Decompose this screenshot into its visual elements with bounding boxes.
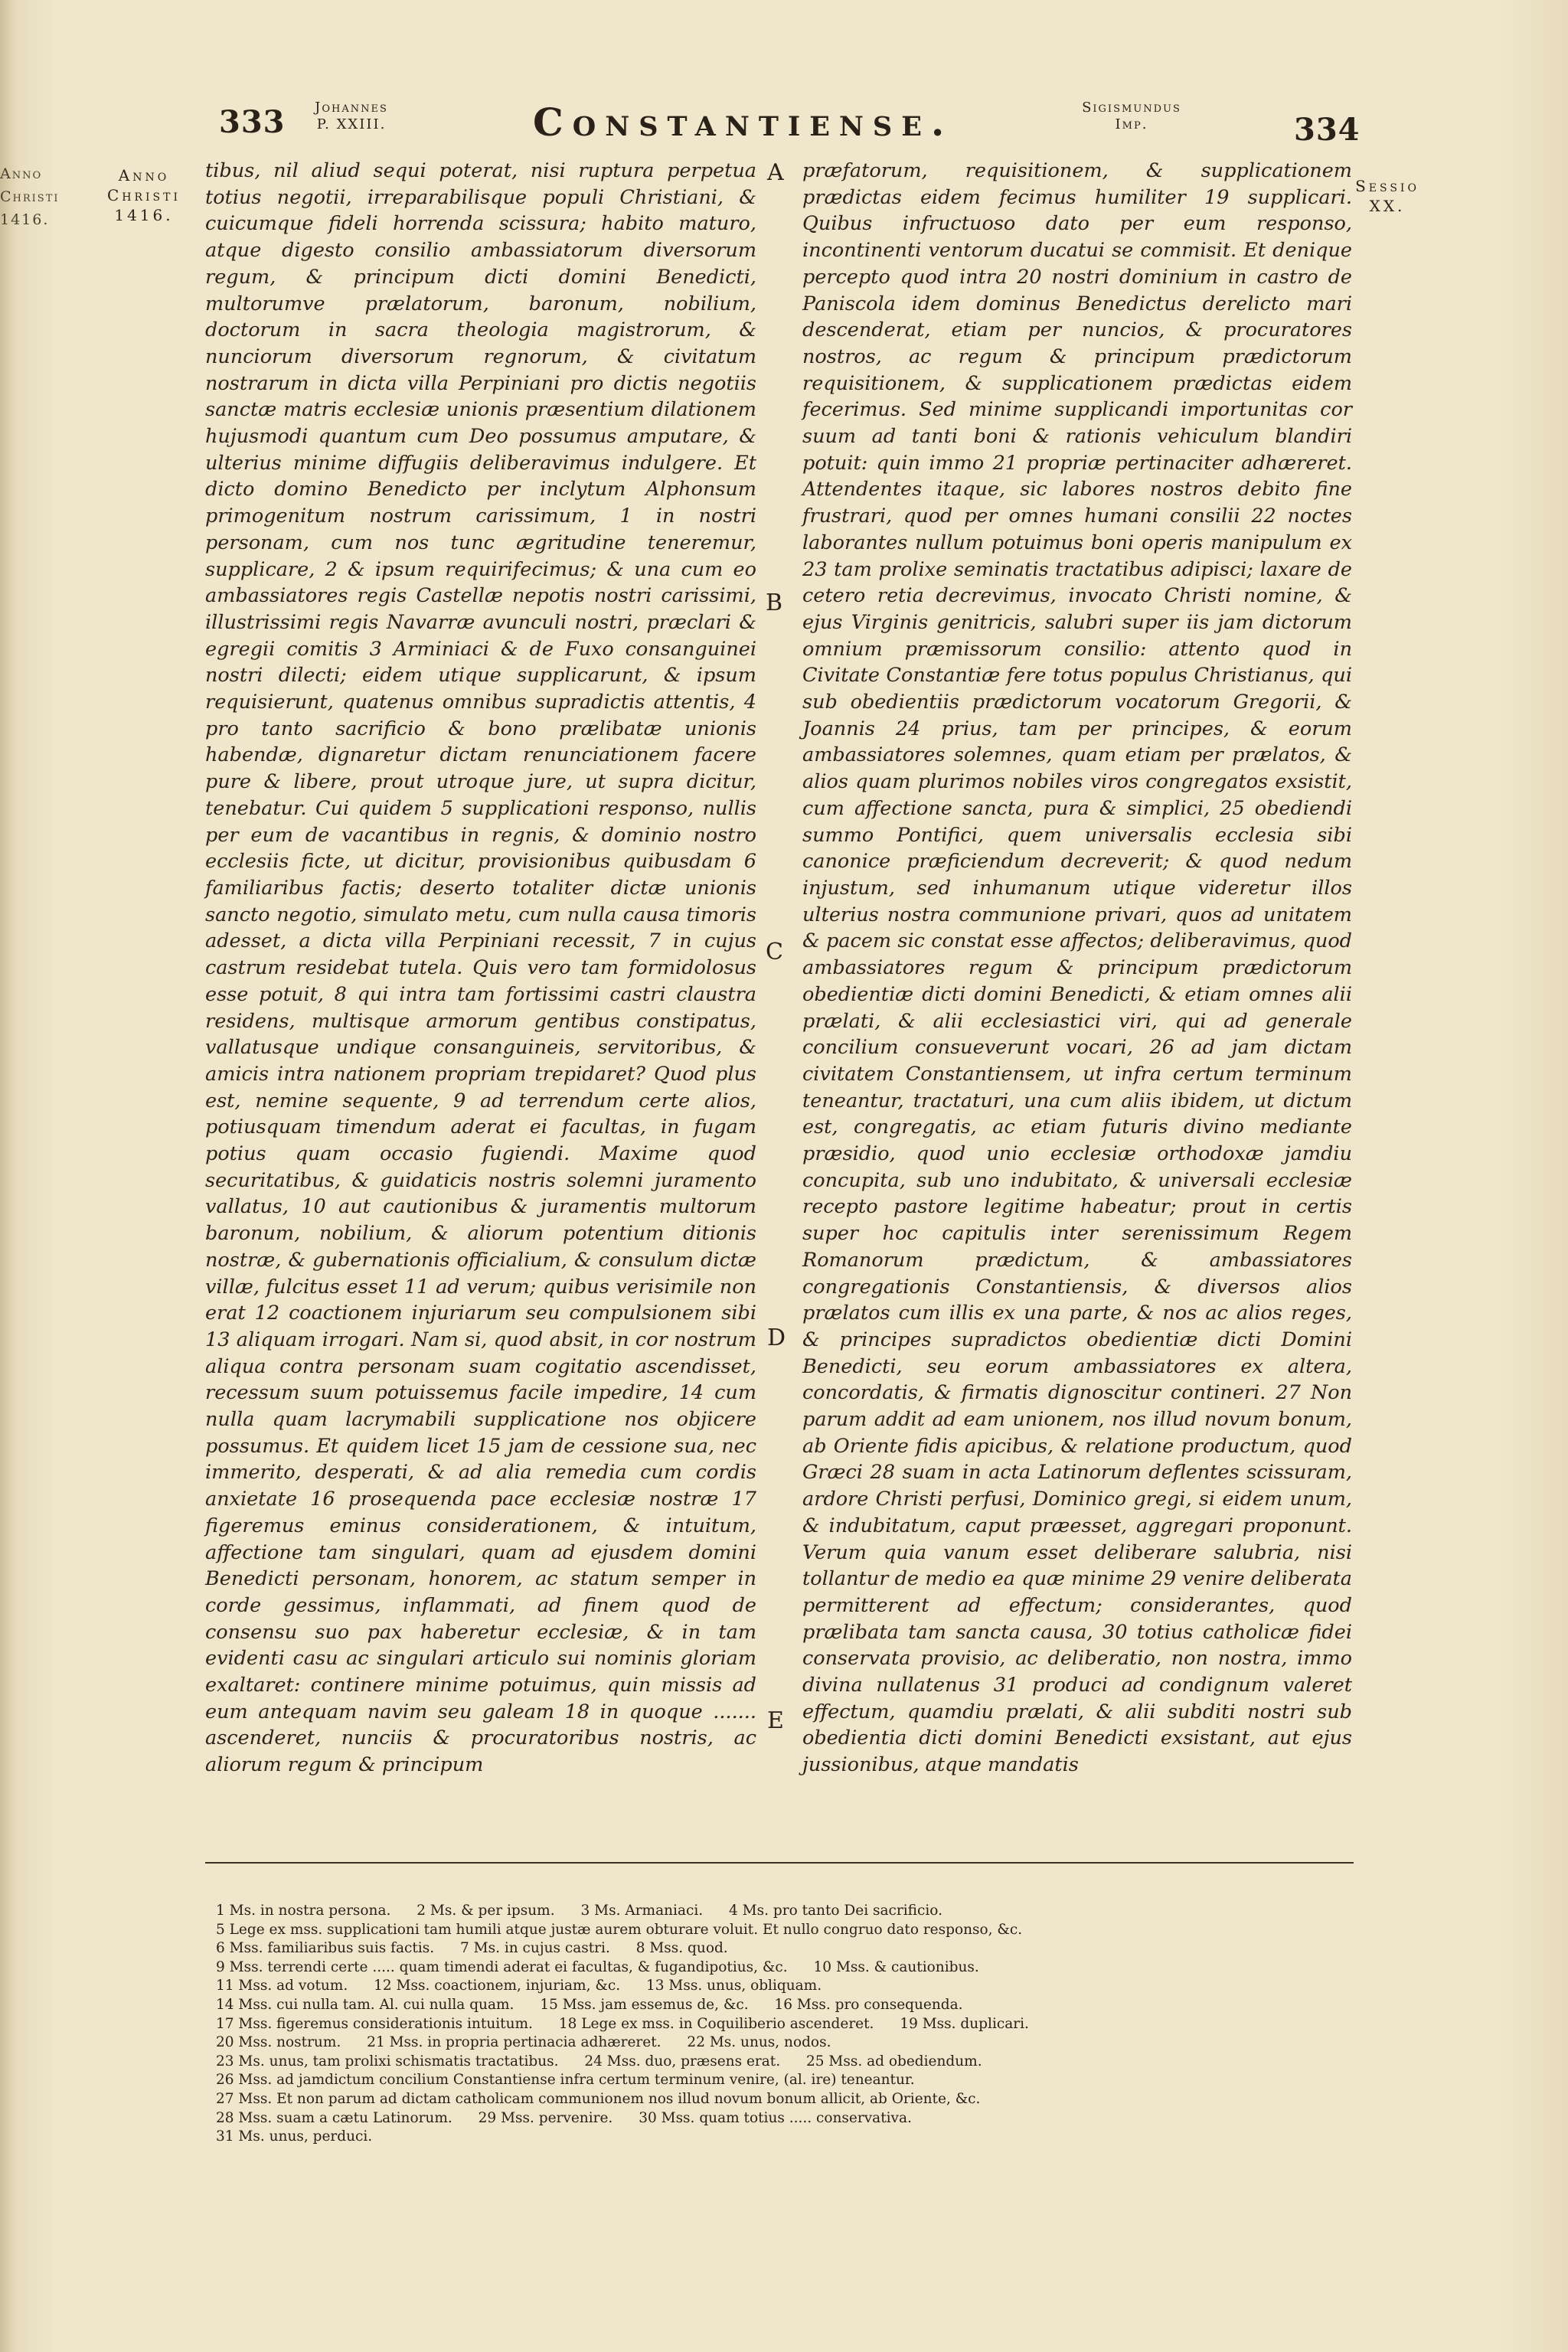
- text-column-right: [802, 158, 1352, 1779]
- previous-page-margin-fragment: [0, 162, 60, 231]
- margin-sessio: Sessio: [1355, 177, 1419, 195]
- footnote: 2 Ms. & per ipsum.: [416, 1903, 555, 1919]
- section-letter-a: A: [767, 159, 784, 186]
- margin-anno: Anno: [118, 166, 170, 185]
- text-column-left: [205, 158, 756, 1779]
- footnote-row: [216, 2015, 1349, 2034]
- margin-note-anno-christi: [98, 165, 190, 225]
- footnote: 4 Ms. pro tanto Dei sacrificio.: [729, 1903, 942, 1919]
- header-caption-left: [309, 100, 394, 133]
- footnotes: [216, 1902, 1349, 2147]
- footnote-row: [216, 2053, 1349, 2072]
- footnote: 24 Mss. duo, præsens erat.: [584, 2053, 781, 2069]
- footnote: 5 Lege ex mss. supplicationi tam humili atque justæ aurem obturare voluit. Et nullo congruo dato responso, &c.: [216, 1921, 1023, 1938]
- footnote: 12 Mss. coactionem, injuriam, &c.: [374, 1978, 621, 1994]
- footnote: 29 Mss. pervenire.: [478, 2109, 613, 2126]
- footnote: 3 Ms. Armaniaci.: [580, 1903, 704, 1919]
- footnote: 9 Mss. terrendi certe ..... quam timendi aderat ei facultas, & fugandipotius, &c.: [216, 1958, 788, 1975]
- footnote: 27 Mss. Et non parum ad dictam catholicam communionem nos illud novum bonum allicit, ab Oriente, &c.: [216, 2090, 981, 2107]
- footnote-row: [216, 1996, 1349, 2015]
- margin-year: 1416.: [114, 206, 174, 224]
- footnote-row: [216, 2071, 1349, 2090]
- footnote-row: [216, 1902, 1349, 1921]
- footnote-row: [216, 2128, 1349, 2147]
- caption-pope-name: Johannes: [315, 100, 388, 116]
- section-letter-e: E: [767, 1707, 784, 1734]
- fragment-text: Anno Christi 1416.: [0, 165, 60, 228]
- footnote: 30 Mss. quam totius ..... conservativa.: [639, 2109, 912, 2126]
- section-letter-b: B: [766, 590, 783, 616]
- footnote: 11 Mss. ad votum.: [216, 1978, 348, 1994]
- footnote: 1 Ms. in nostra persona.: [216, 1903, 391, 1919]
- footnote: 10 Mss. & cautionibus.: [813, 1958, 979, 1975]
- footnote: 23 Ms. unus, tam prolixi schismatis tractatibus.: [216, 2053, 559, 2069]
- footnote: 16 Mss. pro consequenda.: [774, 1996, 963, 2013]
- footnote: 28 Mss. suam a cætu Latinorum.: [216, 2109, 452, 2126]
- footnote: 14 Mss. cui nulla tam. Al. cui nulla quam.: [216, 1996, 514, 2013]
- section-letter-d: D: [767, 1325, 786, 1351]
- footnote: 21 Mss. in propria pertinacia adhæreret.: [367, 2034, 662, 2051]
- footnote: 13 Mss. unus, obliquam.: [645, 1978, 822, 1994]
- page-number-right: 334: [1294, 112, 1361, 148]
- footnote: 25 Mss. ad obediendum.: [806, 2053, 982, 2069]
- footnote: 18 Lege ex mss. in Coquiliberio ascenderet.: [558, 2015, 874, 2032]
- left-column-text: tibus, nil aliud sequi poterat, nisi ruptura perpetua totius negotii, irreparabilisque populi Christiani, & cuicumque fideli horrenda scissura; habito maturo, atque digesto consilio ambassiatorum diversorum regum, & principum dicti domini Benedicti, multorumve prælatorum, baronum, nobilium, doctorum in sacra theologia magistrorum, & nunciorum diversorum regnorum, & civitatum nostrarum in dicta villa Perpiniani pro dictis negotiis sanctæ matris ecclesiæ unionis præsentium dilationem hujusmodi quantum cum Deo possumus amputare, & ulterius minime diffugiis deliberavimus indulgere. Et dicto domino Benedicto per inclytum Alphonsum primogenitum nostrum carissimum, 1 in nostri personam, cum nos tunc ægritudine teneremur, supplicare, 2 & ipsum requirifecimus; & una cum eo ambassiatores regis Castellæ nepotis nostri carissimi, illustrissimi regis Navarræ avunculi nostri, præclari & egregii comitis 3 Arminiaci & de Fuxo consanguinei nostri dilecti; eidem utique supplicarunt, & ipsum requisierunt, quatenus omnibus supradictis attentis, 4 pro tanto sacrificio & bono prælibatæ unionis habendæ, dignaretur dictam renunciationem facere pure & libere, prout utroque jure, ut supra dicitur, tenebatur. Cui quidem 5 supplicationi responso, nullis per eum de vacantibus in regnis, & dominio nostro ecclesiis ficte, ut dicitur, provisionibus quibusdam 6 familiaribus factis; deserto totaliter dictæ unionis sancto negotio, simulato metu, cum nulla causa timoris adesset, a dicta villa Perpiniani recessit, 7 in cujus castrum residebat tutela. Quis vero tam formidolosus esse potuit, 8 qui intra tam fortissimi castri claustra residens, multisque armorum gentibus constipatus, vallatusque undique consanguineis, servitoribus, & amicis intra nationem propriam trepidaret? Quod plus est, nemine sequente, 9 ad terrendum certe alios, potiusquam timendum aderat ei facultas, in fugam potius quam occasio fugiendi. Maxime quod securitatibus, & guidaticis nostris solemni juramento vallatus, 10 aut cautionibus & juramentis multorum baronum, nobilium, & aliorum potentium ditionis nostræ, & gubernationis officialium, & consulum dictæ villæ, fulcitus esset 11 ad verum; quibus verisimile non erat 12 coactionem injuriarum seu compulsionem sibi 13 aliquam irrogari. Nam si, quod absit, in cor nostrum aliqua contra personam suam cogitatio ascendisset, recessum suum potuissemus facile impedire, 14 cum nulla quam lacrymabili supplicatione nos objicere possumus. Et quidem licet 15 jam de cessione sua, nec immerito, desperati, & ad alia remedia cum cordis anxietate 16 prosequenda pace ecclesiæ nostræ 17 figeremus eminus considerationem, & intuitum, affectione tam singulari, quam ad ejusdem domini Benedicti personam, honorem, ac statum semper in corde gessimus, inflammati, ad finem quod de consensu suo pax haberetur ecclesiæ, & in tam evidenti casu ac singulari articulo sui nominis gloriam exaltaret: continere minime potuimus, quin missis ad eum antequam navim seu galeam 18 in quoque ....... ascenderet, nunciis & procuratoribus nostris, ac aliorum regum & principum: [205, 159, 756, 1777]
- footnote: 22 Ms. unus, nodos.: [687, 2034, 831, 2051]
- footnote-row: [216, 1939, 1349, 1958]
- right-column-text: præfatorum, requisitionem, & supplicationem prædictas eidem fecimus humiliter 19 supplicari. Quibus infructuoso dato per eum responso, incontinenti ventorum ducatui se commisit. Et denique percepto quod intra 20 nostri dominium in castro de Paniscola idem dominus Benedictus derelicto mari descenderat, etiam per nuncios, & procuratores nostros, ac regum & principum prædictorum requisitionem, & supplicationem prædictas eidem fecerimus. Sed minime supplicandi importunitas cor suum ad tanti boni & rationis vehiculum blandiri potuit: quin immo 21 propriæ pertinaciter adhæreret. Attendentes itaque, sic labores nostros debito fine frustrari, quod per omnes humani consilii 22 noctes laborantes nullum potuimus boni operis manipulum ex 23 tam prolixe seminatis tractatibus adipisci; laxare de cetero retia decrevimus, invocato Christi nomine, & ejus Virginis genitricis, salubri super iis jam dictorum omnium præmissorum consilio: attento quod in Civitate Constantiæ fere totus populus Christianus, qui sub obedientiis prædictorum vocatorum Gregorii, & Joannis 24 prius, tam per principes, & eorum ambassiatores solemnes, quam etiam per prælatos, & alios quam plurimos nobiles viros congregatos exsistit, cum affectione sancta, pura & simplici, 25 obediendi summo Pontifici, quem universalis ecclesia sibi canonice præficiendum decreverit; & quod nedum injustum, sed inhumanum utique videretur illos ulterius nostra communione privari, quos ad unitatem & pacem sic constat esse affectos; deliberavimus, quod ambassiatores regum & principum prædictorum obedientiæ dicti domini Benedicti, & etiam omnes alii prælati, & alii ecclesiastici viri, qui ad generale concilium consueverunt vocari, 26 ad jam dictam civitatem Constantiensem, ut infra certum terminum teneantur, tractaturi, una cum aliis ibidem, ut dictum est, congregatis, ac etiam futuris divino mediante præsidio, quod unio ecclesiæ orthodoxæ jamdiu concupita, sub uno indubitato, & universali ecclesiæ recepto pastore legitime habeatur; prout in certis super hoc capitulis inter serenissimum Regem Romanorum prædictum, & ambassiatores congregationis Constantiensis, & diversos alios prælatos cum illis ex una parte, & nos ac alios reges, & principes supradictos obedientiæ dicti Domini Benedicti, seu eorum ambassiatores ex altera, concordatis, & firmatis dignoscitur contineri. 27 Non parum addit ad eam unionem, nos illud novum bonum, ab Oriente fidis apicibus, & relatione productum, quod Græci 28 suam in acta Latinorum deflentes scissuram, ardore Christi perfusi, Dominico gregi, si eidem unum, & indubitatum, caput præesset, aggregari proponunt. Verum quia vanum esset deliberare salubria, nisi tollantur de medio ea quæ minime 29 venire deliberata permitterent ad effectum; considerantes, quod prælibata tam sancta causa, 30 totius catholicæ fidei conservata provisio, ac deliberatio, non nostra, immo divina nullatenus 31 produci ad condignum valeret effectum, quamdiu prælati, & alii subditi nostri sub obedientia dicti domini Benedicti exsistant, aut ejus jussionibus, atque mandatis: [802, 159, 1352, 1777]
- footnote: 20 Mss. nostrum.: [216, 2034, 341, 2051]
- footnote: 7 Ms. in cujus castri.: [460, 1940, 610, 1957]
- footnote: 17 Mss. figeremus considerationis intuitum.: [216, 2015, 533, 2032]
- footnote-row: [216, 2090, 1349, 2109]
- footnote-separator-rule: [205, 1862, 1354, 1864]
- footnote: 15 Mss. jam essemus de, &c.: [540, 1996, 749, 2013]
- caption-emperor-title: Imp.: [1115, 116, 1148, 132]
- footnote: 8 Mss. quod.: [635, 1940, 728, 1957]
- footnote-row: [216, 2034, 1349, 2053]
- running-title: Constantiense.: [533, 100, 954, 145]
- margin-christi: Christi: [106, 186, 181, 204]
- page-number-left: 333: [219, 104, 286, 140]
- footnote: 6 Mss. familiaribus suis factis.: [216, 1940, 435, 1957]
- margin-session-number: XX.: [1369, 197, 1406, 215]
- footnote-row: [216, 1921, 1349, 1940]
- footnote: 19 Mss. duplicari.: [900, 2015, 1029, 2032]
- margin-note-sessio: [1341, 176, 1433, 216]
- section-letter-c: C: [766, 939, 783, 965]
- caption-emperor-name: Sigismundus: [1082, 100, 1181, 116]
- footnote: 26 Mss. ad jamdictum concilium Constantiense infra certum terminum venire, (al. ire) teneantur.: [216, 2072, 915, 2089]
- footnote-row: [216, 2109, 1349, 2128]
- footnote-row: [216, 1977, 1349, 1996]
- header-caption-right: [1055, 100, 1208, 133]
- footnote-row: [216, 1958, 1349, 1978]
- caption-pope-number: P. XXIII.: [316, 116, 387, 132]
- footnote: 31 Ms. unus, perduci.: [216, 2128, 373, 2145]
